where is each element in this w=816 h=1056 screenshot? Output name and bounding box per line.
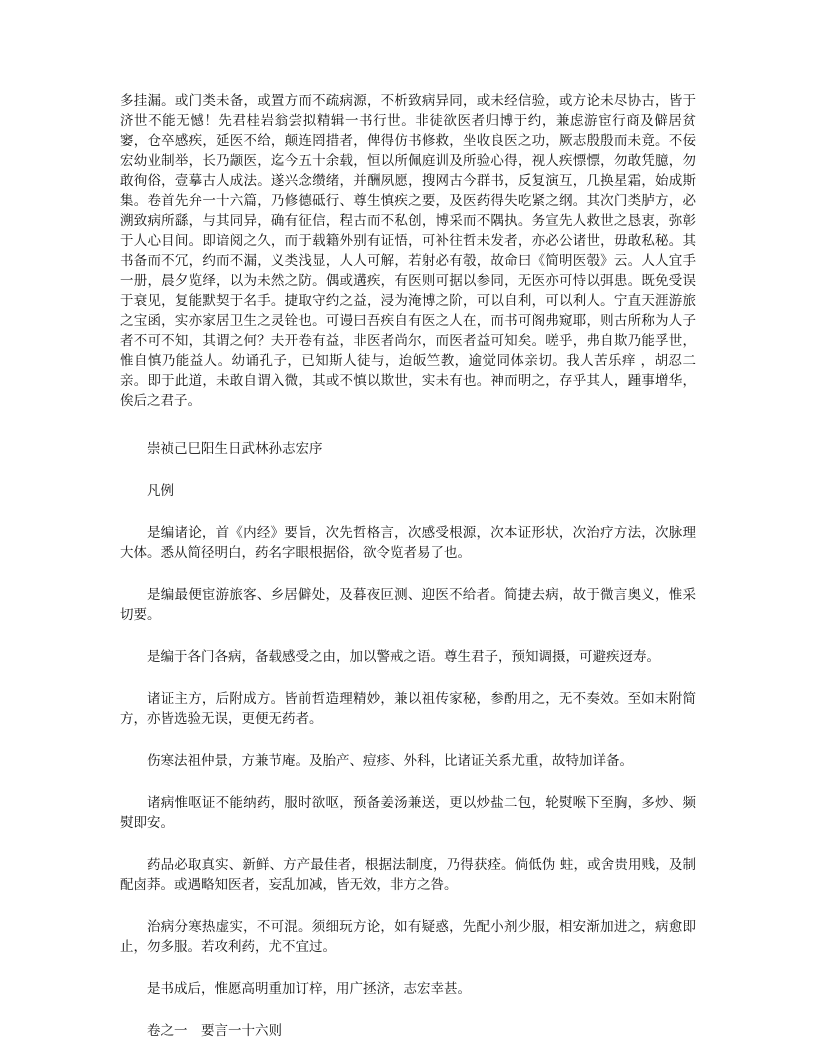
fanli-item: 是编最便宦游旅客、乡居僻处，及暮夜叵测、迎医不给者。简捷去病，故于微言奥义，惟采切要。 xyxy=(120,587,696,623)
preface-signature: 崇祯己巳阳生日武林孙志宏序 xyxy=(147,441,323,457)
volume-heading: 卷之一 要言一十六则 xyxy=(147,1023,282,1039)
fanli-item: 是编诸论，首《内经》要旨，次先哲格言，次感受根源，次本证形状，次治疗方法，次脉理大体。悉从简径明白，药名字眼根据俗，欲令览者易了也。 xyxy=(120,525,696,561)
fanli-title: 凡例 xyxy=(147,483,174,499)
fanli-item: 伤寒法祖仲景，方兼节庵。及胎产、痘疹、外科，比诸证关系尤重，故特加详备。 xyxy=(147,753,633,769)
fanli-item: 是书成后，惟愿高明重加订梓，用广拯济，志宏幸甚。 xyxy=(147,981,471,997)
fanli-item: 治病分寒热虚实，不可混。须细玩方论，如有疑惑，先配小剂少服，相安渐加进之，病愈即止，勿多服。若攻利药，尤不宜过。 xyxy=(120,919,696,955)
fanli-item: 是编于各门各病，备载感受之由，加以警戒之语。尊生君子，预知调摄，可避疾迓寿。 xyxy=(147,649,660,665)
fanli-item: 诸证主方，后附成方。皆前哲造理精妙，兼以祖传家秘，参酌用之，无不奏效。至如末附简方，亦皆选验无误，更便无药者。 xyxy=(120,691,696,727)
preface-paragraph: 多挂漏。或门类未备，或置方而不疏病源，不析致病异同，或未经信验，或方论未尽协古，皆于济世不能无憾！先君桂岩翁尝拟精辑一书行世。非徒欲医者归博于约，兼虑游宦行商及僻居贫窭，仓卒感疾，延医不给，颠连罔措者，俾得仿书修救，坐收良医之功，厥志殷殷而未竟。不佞宏幼业制举，长乃颛医，迄今五十余载，恒以所佩庭训及所验心得，视人疾慓慓，勿敢凭臆，勿敢徇俗，壹摹古人成法。遂兴念缵绪，并酬夙愿，搜网古今群书，反复演互，几换星霜，始成斯集。卷首先弁一十六篇，乃修德砥行、尊生慎疾之要，及医药得失吃紧之纲。其次门类胪方，必溯致病所繇，与其同异，确有征信，程古而不私创，博采而不隅执。务宣先人救世之恳衷，弥彰于人心目间。即谙阅之久，而于载籍外别有证悟，可补往哲未发者，亦必公诸世，毋敢私秘。其书备而不冗，约而不漏，义类浅显，人人可解，若射必有彀，故命曰《简明医彀》云。人人宜手一册，晨夕览绎，以为未然之防。偶或遘疾，有医则可据以参同，无医亦可恃以弭患。既免受误于衰见，复能默契于名手。捷取守约之益，浸为淹博之阶，可以自利，可以利人。宁直天涯游旅之宝函，实亦家居卫生之灵铨也。可谩曰吾疾自有医之人在，而书可阁弗窥耶，则古所称为人子者不可不知，其谓之何？夫开卷有益，非医者尚尔，而医者益可知矣。嗟乎，弗自欺乃能孚世，惟自慎乃能益人。幼诵孔子，已知斯人徒与，迨皈竺教，逾觉同体亲切。我人苦乐痒 ，胡忍二亲。即于此道，未敢自谓入微，其或不慎以欺世，实未有也。神而明之，存乎其人，踵事增华，俟后之君子。 xyxy=(120,93,696,409)
fanli-item: 药品必取真实、新鲜、方产最佳者，根据法制度，乃得获痊。倘低伪 蛀，或舍贵用贱，及制配卤莽。或遇略知医者，妄乱加减，皆无效，非方之咎。 xyxy=(120,857,696,893)
fanli-item: 诸病惟呕证不能纳药，服时欲呕，预备姜汤兼送，更以炒盐二包，轮熨喉下至胸，多炒、频熨即安。 xyxy=(120,795,696,831)
